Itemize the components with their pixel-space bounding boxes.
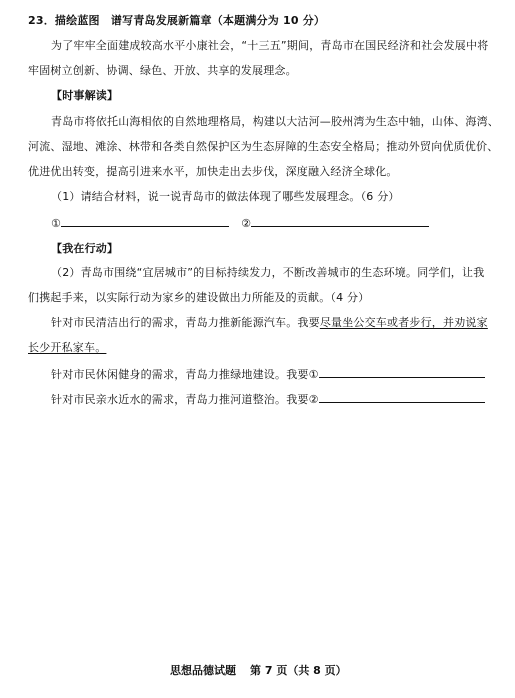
blank-1-marker: ① [51,217,62,230]
answer-blank-1[interactable] [61,215,229,227]
current-affairs-line-3: 优进优出转变，提高引进来水平，加快走出去步伐，深度融入经济全球化。 [28,165,398,178]
intro-line-2: 牢固树立创新、协调、绿色、开放、共享的发展理念。 [28,64,297,77]
example-answer-part-1: 尽量坐公交车或者步行，并劝说家 [319,316,488,329]
action-item-1 [51,366,485,382]
my-action-label: 【我在行动】 [51,242,119,255]
footer-subject: 思想品德试题 [170,664,236,677]
question-number: 23． [28,14,55,27]
score-note: （本题满分为 10 分） [211,14,326,27]
current-affairs-label: 【时事解读】 [51,89,119,102]
action-item-1-text: 针对市民休闲健身的需求，青岛力推绿地建设。我要① [51,368,319,381]
action-item-2-text: 针对市民亲水近水的需求，青岛力推河道整治。我要② [51,393,319,406]
blank-2-marker: ② [241,217,252,230]
page-footer [170,664,347,678]
answer-blanks-row [51,215,429,231]
example-line-1 [51,316,488,330]
action-answer-blank-1[interactable] [319,366,485,378]
example-prefix: 针对市民清洁出行的需求，青岛力推新能源汽车。我要 [51,316,320,329]
q2-line-2: 们携起手来，以实际行动为家乡的建设做出力所能及的贡献。（4 分） [28,291,370,304]
action-answer-blank-2[interactable] [319,391,485,403]
action-item-2 [51,391,485,407]
intro-line-1: 为了牢牢全面建成较高水平小康社会，“十三五”期间，青岛市在国民经济和社会发展中将 [51,39,489,52]
q2-line-1: （2）青岛市围绕“宜居城市”的目标持续发力，不断改善城市的生态环境。同学们，让我 [51,266,485,279]
answer-blank-2[interactable] [251,215,429,227]
footer-page-info: 第 7 页（共 8 页） [250,664,347,677]
question-heading: 描绘蓝图 谱写青岛发展新篇章 [54,14,212,27]
current-affairs-line-2: 河流、湿地、滩涂、林带和各类自然保护区为生态屏障的生态安全格局；推动外贸向优质优价、 [28,140,499,153]
example-answer-part-2: 长少开私家车。 [28,341,107,354]
sub-question-1-prompt: （1）请结合材料，说一说青岛市的做法体现了哪些发展理念。（6 分） [51,190,400,203]
question-header [28,14,325,28]
current-affairs-line-1: 青岛市将依托山海相依的自然地理格局，构建以大沽河—胶州湾为生态中轴，山体、海湾、 [51,115,499,128]
